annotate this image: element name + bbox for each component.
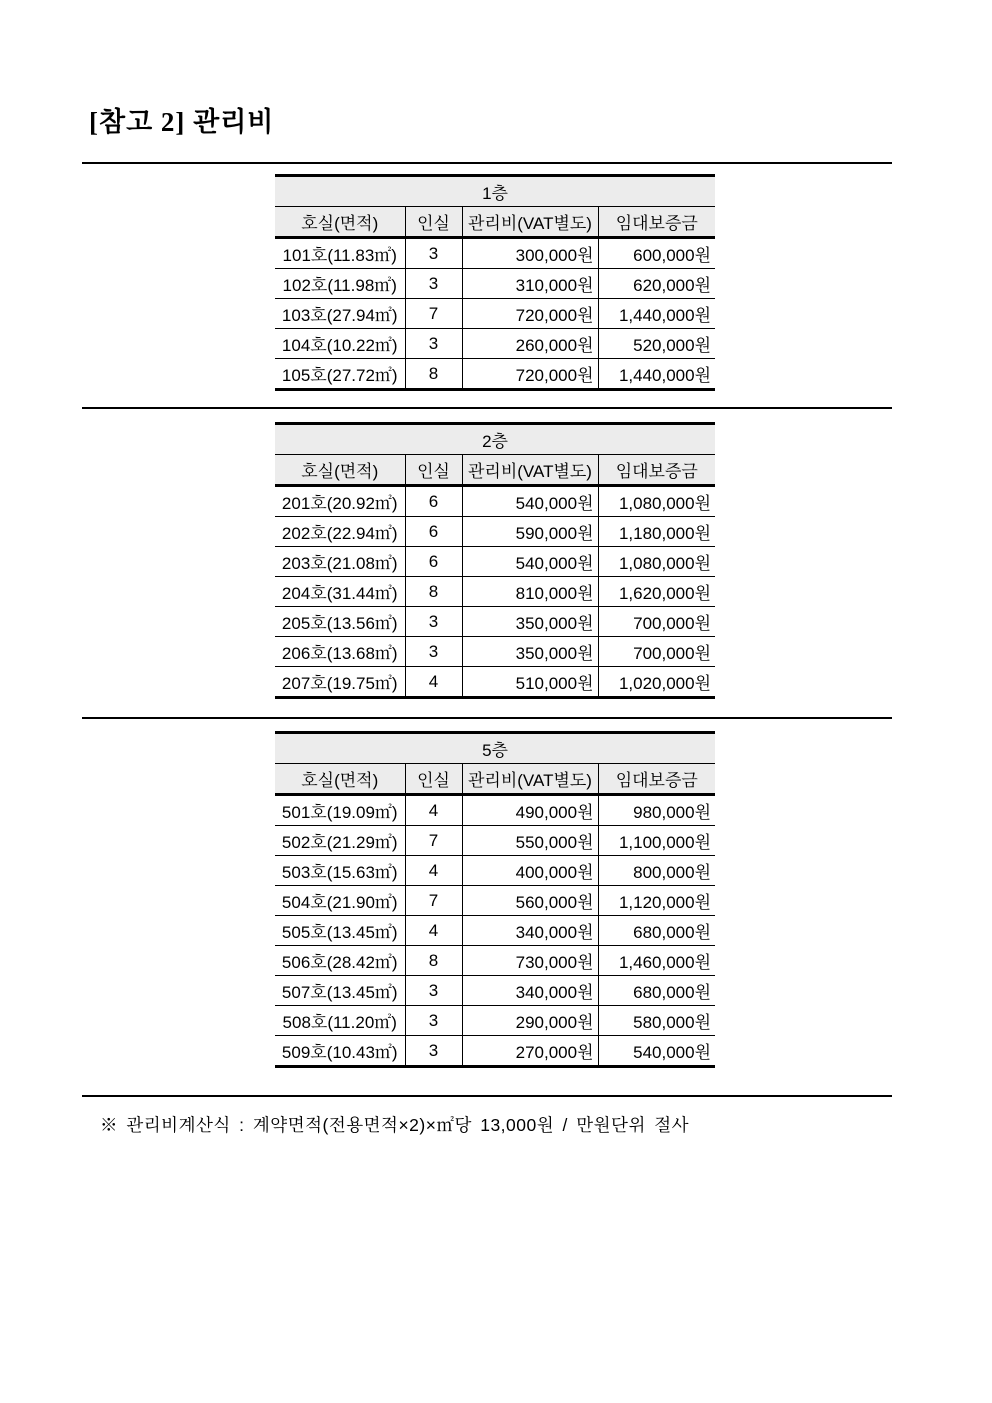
column-header-row [275,764,715,795]
room-cell: 205호(13.56㎡) [275,607,405,637]
column-header: 임대보증금 [598,455,715,486]
occupancy-cell: 4 [405,667,462,698]
occupancy-cell: 7 [405,299,462,329]
floor-header-row [275,176,715,207]
table-row [275,577,715,607]
occupancy-cell: 4 [405,916,462,946]
occupancy-cell: 3 [405,1036,462,1067]
table-row [275,946,715,976]
horizontal-rule-divider-2 [82,717,892,719]
horizontal-rule-bottom [82,1095,892,1097]
column-header: 관리비(VAT별도) [462,207,598,238]
floor-table [275,422,715,699]
table-row [275,637,715,667]
room-cell: 102호(11.98㎡) [275,269,405,299]
floor-table-section-2f [275,422,715,699]
occupancy-cell: 6 [405,517,462,547]
table-row [275,795,715,826]
occupancy-cell: 8 [405,577,462,607]
room-cell: 501호(19.09㎡) [275,795,405,826]
column-header: 호실(면적) [275,764,405,795]
room-cell: 506호(28.42㎡) [275,946,405,976]
column-header: 인실 [405,764,462,795]
fee-formula-footnote: ※ 관리비계산식 : 계약면적(전용면적×2)×㎡당 13,000원 / 만원단위 절사 [100,1115,690,1135]
fee-cell: 270,000원 [462,1036,598,1067]
deposit-cell: 1,080,000원 [598,486,715,517]
floor-label: 1층 [275,176,715,207]
floor-label: 2층 [275,424,715,455]
deposit-cell: 1,080,000원 [598,547,715,577]
column-header: 인실 [405,207,462,238]
occupancy-cell: 3 [405,976,462,1006]
table-row [275,547,715,577]
column-header: 임대보증금 [598,207,715,238]
table-row [275,1036,715,1067]
occupancy-cell: 7 [405,886,462,916]
fee-cell: 590,000원 [462,517,598,547]
floor-table [275,174,715,391]
deposit-cell: 1,620,000원 [598,577,715,607]
room-cell: 104호(10.22㎡) [275,329,405,359]
floor-table-section-1f [275,174,715,391]
page-title: [참고 2] 관리비 [89,107,275,137]
deposit-cell: 1,440,000원 [598,359,715,390]
deposit-cell: 1,020,000원 [598,667,715,698]
fee-cell: 350,000원 [462,637,598,667]
deposit-cell: 680,000원 [598,916,715,946]
table-row [275,299,715,329]
occupancy-cell: 8 [405,359,462,390]
room-cell: 507호(13.45㎡) [275,976,405,1006]
deposit-cell: 1,440,000원 [598,299,715,329]
table-row [275,486,715,517]
room-cell: 508호(11.20㎡) [275,1006,405,1036]
fee-cell: 300,000원 [462,238,598,269]
table-row [275,667,715,698]
fee-cell: 260,000원 [462,329,598,359]
fee-cell: 400,000원 [462,856,598,886]
occupancy-cell: 7 [405,826,462,856]
column-header: 관리비(VAT별도) [462,764,598,795]
fee-cell: 730,000원 [462,946,598,976]
occupancy-cell: 3 [405,329,462,359]
room-cell: 503호(15.63㎡) [275,856,405,886]
fee-cell: 720,000원 [462,299,598,329]
fee-cell: 340,000원 [462,976,598,1006]
room-cell: 101호(11.83㎡) [275,238,405,269]
table-row [275,269,715,299]
occupancy-cell: 6 [405,547,462,577]
occupancy-cell: 6 [405,486,462,517]
fee-cell: 350,000원 [462,607,598,637]
deposit-cell: 680,000원 [598,976,715,1006]
table-row [275,517,715,547]
occupancy-cell: 3 [405,269,462,299]
deposit-cell: 620,000원 [598,269,715,299]
table-row [275,238,715,269]
deposit-cell: 1,180,000원 [598,517,715,547]
table-row [275,359,715,390]
table-row [275,607,715,637]
column-header: 인실 [405,455,462,486]
floor-header-row [275,424,715,455]
room-cell: 505호(13.45㎡) [275,916,405,946]
room-cell: 204호(31.44㎡) [275,577,405,607]
room-cell: 103호(27.94㎡) [275,299,405,329]
fee-cell: 490,000원 [462,795,598,826]
table-row [275,826,715,856]
deposit-cell: 700,000원 [598,637,715,667]
table-row [275,916,715,946]
fee-cell: 310,000원 [462,269,598,299]
deposit-cell: 540,000원 [598,1036,715,1067]
room-cell: 201호(20.92㎡) [275,486,405,517]
deposit-cell: 600,000원 [598,238,715,269]
deposit-cell: 580,000원 [598,1006,715,1036]
table-row [275,976,715,1006]
column-header: 임대보증금 [598,764,715,795]
deposit-cell: 1,460,000원 [598,946,715,976]
room-cell: 203호(21.08㎡) [275,547,405,577]
floor-table-section-5f [275,731,715,1068]
horizontal-rule-top [82,162,892,164]
fee-cell: 510,000원 [462,667,598,698]
room-cell: 207호(19.75㎡) [275,667,405,698]
deposit-cell: 980,000원 [598,795,715,826]
floor-header-row [275,733,715,764]
fee-cell: 540,000원 [462,547,598,577]
room-cell: 502호(21.29㎡) [275,826,405,856]
column-header: 호실(면적) [275,207,405,238]
fee-cell: 290,000원 [462,1006,598,1036]
table-row [275,856,715,886]
column-header-row [275,455,715,486]
occupancy-cell: 8 [405,946,462,976]
deposit-cell: 1,120,000원 [598,886,715,916]
floor-label: 5층 [275,733,715,764]
column-header: 호실(면적) [275,455,405,486]
column-header: 관리비(VAT별도) [462,455,598,486]
occupancy-cell: 3 [405,1006,462,1036]
table-row [275,1006,715,1036]
occupancy-cell: 4 [405,795,462,826]
column-header-row [275,207,715,238]
table-row [275,886,715,916]
fee-cell: 340,000원 [462,916,598,946]
deposit-cell: 800,000원 [598,856,715,886]
occupancy-cell: 3 [405,637,462,667]
occupancy-cell: 4 [405,856,462,886]
floor-table [275,731,715,1068]
room-cell: 105호(27.72㎡) [275,359,405,390]
fee-cell: 810,000원 [462,577,598,607]
deposit-cell: 1,100,000원 [598,826,715,856]
occupancy-cell: 3 [405,238,462,269]
deposit-cell: 700,000원 [598,607,715,637]
fee-cell: 560,000원 [462,886,598,916]
room-cell: 206호(13.68㎡) [275,637,405,667]
room-cell: 509호(10.43㎡) [275,1036,405,1067]
deposit-cell: 520,000원 [598,329,715,359]
room-cell: 202호(22.94㎡) [275,517,405,547]
fee-cell: 540,000원 [462,486,598,517]
occupancy-cell: 3 [405,607,462,637]
fee-cell: 720,000원 [462,359,598,390]
horizontal-rule-divider-1 [82,407,892,409]
room-cell: 504호(21.90㎡) [275,886,405,916]
table-row [275,329,715,359]
fee-cell: 550,000원 [462,826,598,856]
